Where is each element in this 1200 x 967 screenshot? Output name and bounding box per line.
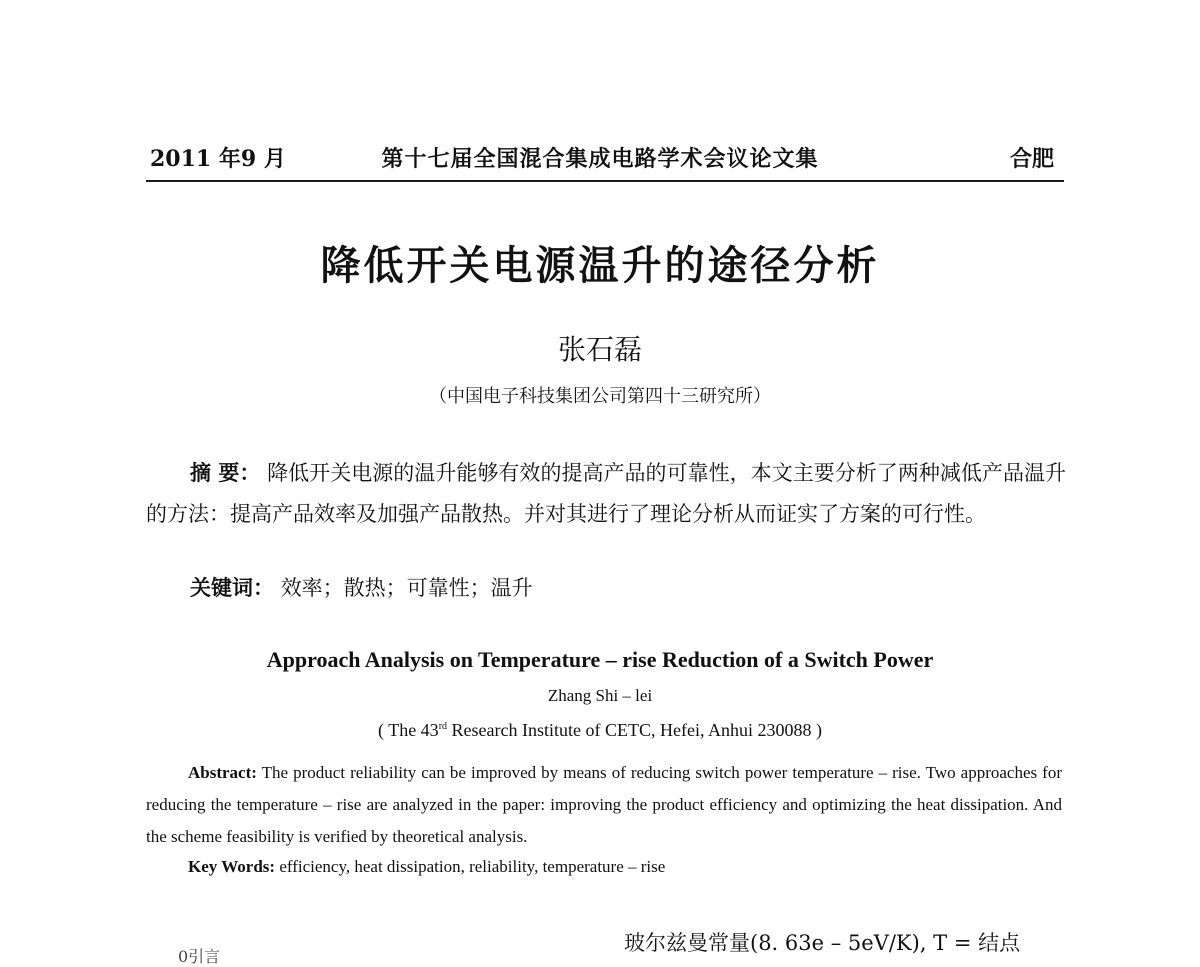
affiliation-cn: （中国电子科技集团公司第四十三研究所） — [429, 386, 771, 407]
affiliation-en-prefix: ( The 43 — [378, 720, 439, 740]
section-heading-fragment: 0引言 — [178, 947, 221, 966]
keywords-en — [188, 857, 665, 877]
author-en: Zhang Shi – lei — [547, 686, 653, 705]
header-date: 2011 年9 月 — [150, 146, 286, 172]
keywords-text-cn: 效率；散热；可靠性；温升 — [280, 576, 533, 600]
affiliation-en-suffix: Research Institute of CETC, Hefei, Anhui 230088 ) — [447, 720, 822, 740]
header-proceedings: 第十七届全国混合集成电路学术会议论文集 — [381, 146, 819, 172]
keywords-label-cn: 关键词： — [190, 576, 274, 600]
header-rule — [146, 180, 1064, 182]
paper-title-cn: 降低开关电源温升的途径分析 — [320, 243, 880, 289]
header-location: 合肥 — [1009, 146, 1054, 172]
keywords-cn — [190, 568, 1110, 609]
abstract-text-cn: 降低开关电源的温升能够有效的提高产品的可靠性，本文主要分析了两种减低产品温升的方法：提高产品效率及加强产品散热。并对其进行了理论分析从而证实了方案的可行性。 — [146, 461, 1066, 526]
keywords-text-en: efficiency, heat dissipation, reliability, temperature – rise — [279, 857, 666, 876]
abstract-label-en: Abstract: — [188, 763, 257, 782]
abstract-cn — [146, 453, 1066, 535]
affiliation-en — [0, 720, 1200, 741]
abstract-text-en: The product reliability can be improved by means of reducing switch power temperature – rise. Two approaches for reducing the temperature – rise are analyzed in the paper: improving the product efficiency and optimizing the heat dissipation. And the scheme feasibility is verified by theoretical analysis. — [146, 763, 1062, 846]
abstract-en — [146, 757, 1062, 853]
abstract-label-cn: 摘 要： — [190, 461, 261, 485]
keywords-label-en: Key Words: — [188, 857, 276, 876]
author-cn: 张石磊 — [557, 333, 642, 366]
paper-title-en: Approach Analysis on Temperature – rise Reduction of a Switch Power — [266, 647, 934, 672]
body-text-fragment: 玻尔兹曼常量(8. 63e – 5eV/K), T = 结点 — [624, 931, 1021, 955]
affiliation-en-sup: rd — [438, 721, 448, 732]
